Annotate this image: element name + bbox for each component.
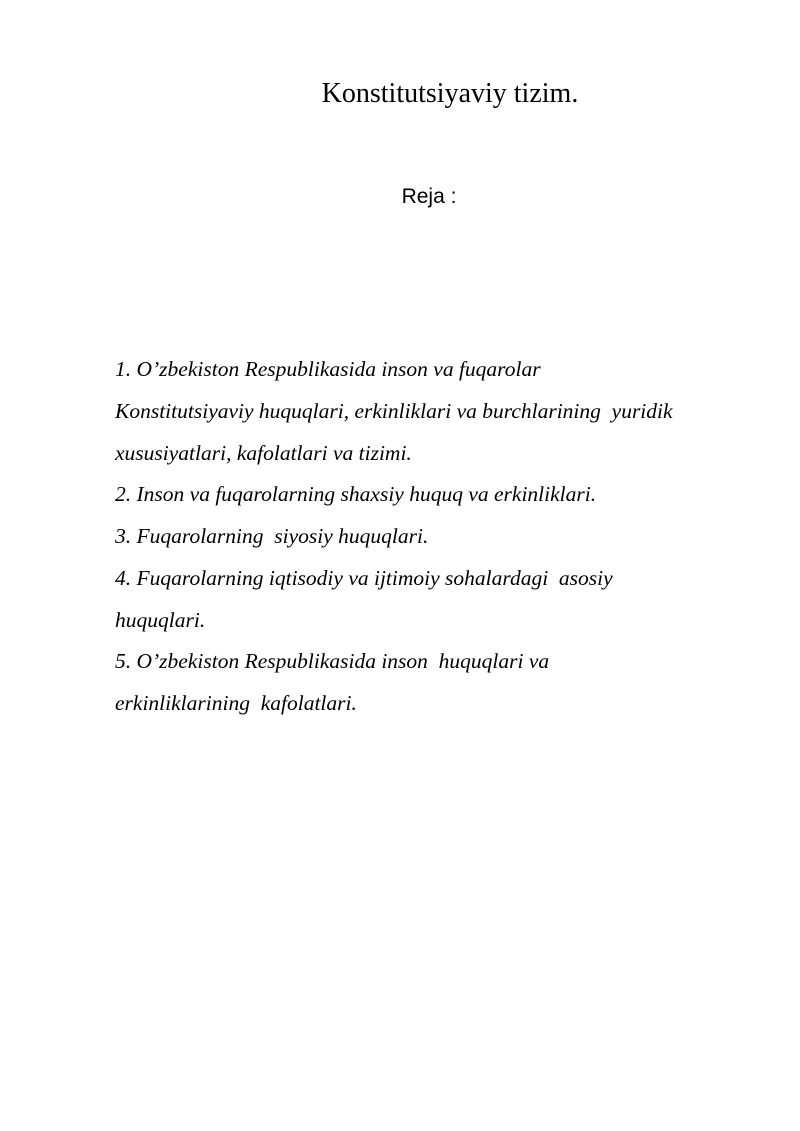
plan-line: 2. Inson va fuqarolarning shaxsiy huquq va erkinliklari. — [115, 482, 597, 506]
plan-heading: Reja : — [401, 185, 457, 208]
plan-line: Konstitutsiyaviy huquqlari, erkinliklari va burchlarining yuridik — [115, 399, 673, 423]
plan-line: xususiyatlari, kafolatlari va tizimi. — [115, 441, 412, 465]
plan-line: erkinliklarining kafolatlari. — [115, 691, 357, 715]
plan-line: 3. Fuqarolarning siyosiy huquqlari. — [115, 524, 429, 548]
plan-line: 4. Fuqarolarning iqtisodiy va ijtimoiy sohalardagi asosiy — [115, 566, 613, 590]
plan-line: huquqlari. — [115, 608, 206, 632]
plan-line: 1. O’zbekiston Respublikasida inson va fuqarolar — [115, 357, 541, 381]
document-title: Konstitutsiyaviy tizim. — [321, 78, 579, 109]
plan-line: 5. O’zbekiston Respublikasida inson huquqlari va — [115, 649, 550, 673]
